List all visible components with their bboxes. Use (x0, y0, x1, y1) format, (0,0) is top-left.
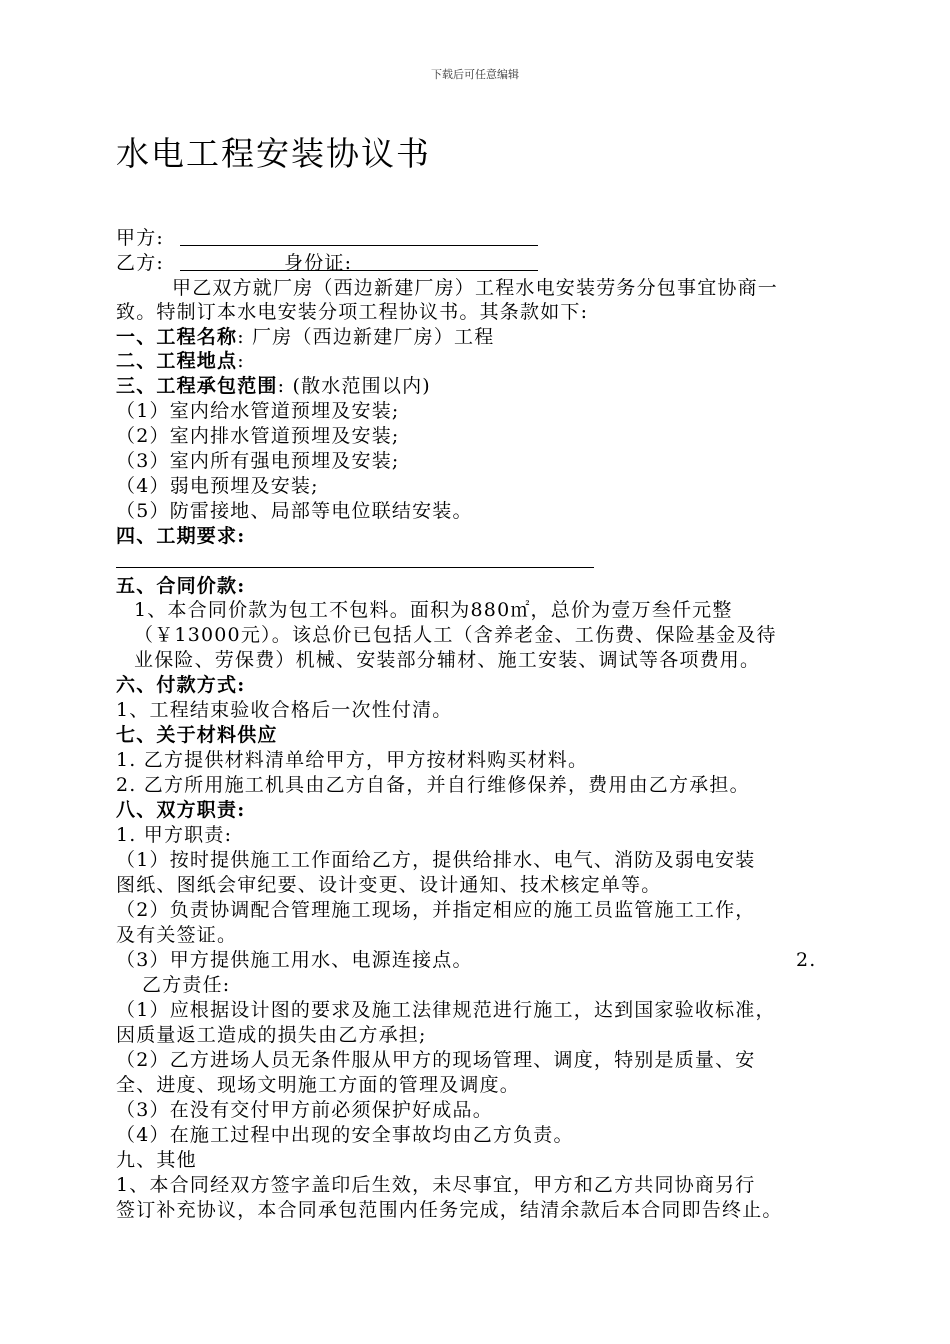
party-b-label: 乙方: (116, 252, 165, 274)
duty-line: 及有关签证。 (116, 924, 238, 946)
party-a-line (116, 226, 164, 250)
section-7-heading: 七、关于材料供应 (116, 724, 278, 746)
material-line-1: 1. 乙方提供材料清单给甲方，甲方按材料购买材料。 (116, 749, 589, 771)
scope-item: （1）室内给水管道预埋及安装; (116, 400, 400, 422)
section-1 (116, 325, 494, 349)
section-8-heading: 八、双方职责: (116, 799, 246, 821)
duty-line: （2）乙方进场人员无条件服从甲方的现场管理、调度，特别是质量、安 (116, 1049, 756, 1071)
price-line-3: 业保险、劳保费）机械、安装部分辅材、施工安装、调试等各项费用。 (134, 649, 761, 671)
price-line-1: 1、本合同价款为包工不包料。面积为880㎡，总价为壹万叁仟元整 (134, 599, 733, 621)
duty-line: 图纸、图纸会审纪要、设计变更、设计通知、技术核定单等。 (116, 874, 662, 896)
other-line-2: 签订补充协议，本合同承包范围内任务完成，结清余款后本合同即告终止。 (116, 1199, 783, 1221)
scope-item: （3）室内所有强电预埋及安装; (116, 450, 400, 472)
section-3-text: : (散水范围以内) (277, 375, 431, 397)
intro-line-2: 致。特制订本水电安装分项工程协议书。其条款如下: (116, 301, 589, 323)
party-b-line (116, 251, 164, 275)
scope-item: （2）室内排水管道预埋及安装; (116, 425, 400, 447)
party-b-blank (180, 270, 538, 271)
section-2-heading: 二、工程地点 (116, 350, 238, 372)
duty-line: （1）应根据设计图的要求及施工法律规范进行施工，达到国家验收标准， (116, 999, 776, 1021)
scope-item: （4）弱电预埋及安装; (116, 475, 319, 497)
duty-line: 乙方责任: (142, 974, 231, 996)
duty-line: （3）在没有交付甲方前必须保护好成品。 (116, 1099, 493, 1121)
other-line-1: 1、本合同经双方签字盖印后生效，未尽事宜，甲方和乙方共同协商另行 (116, 1174, 756, 1196)
id-label: 身份证: (284, 252, 353, 274)
duty-line: 因质量返工造成的损失由乙方承担; (116, 1024, 427, 1046)
page-header: 下载后可任意编辑 (431, 68, 519, 81)
material-line-2: 2. 乙方所用施工机具由乙方自备，并自行维修保养，费用由乙方承担。 (116, 774, 750, 796)
duty-line: 全、进度、现场文明施工方面的管理及调度。 (116, 1074, 521, 1096)
section-3-heading: 三、工程承包范围 (116, 375, 278, 397)
duty-number-2: 2. (796, 949, 817, 971)
section-1-text: : 厂房（西边新建厂房）工程 (237, 326, 495, 348)
document-title: 水电工程安装协议书 (116, 134, 431, 173)
section-9-heading: 九、其他 (116, 1149, 197, 1171)
section-4-heading: 四、工期要求: (116, 525, 246, 547)
section-2-text: : (237, 350, 245, 372)
party-a-blank (180, 245, 538, 246)
duty-line: （1）按时提供施工工作面给乙方，提供给排水、电气、消防及弱电安装 (116, 849, 756, 871)
price-line-2: （￥13000元）。该总价已包括人工（含养老金、工伤费、保险基金及待 (134, 624, 777, 646)
intro-line-1: 甲乙双方就厂房（西边新建厂房）工程水电安装劳务分包事宜协商一 (172, 277, 779, 299)
payment-line-1: 1、工程结束验收合格后一次性付清。 (116, 699, 453, 721)
section-6-heading: 六、付款方式: (116, 674, 246, 696)
scope-item: （5）防雷接地、局部等电位联结安装。 (116, 500, 473, 522)
section-5-heading: 五、合同价款: (116, 575, 246, 597)
duty-line: （3）甲方提供施工用水、电源连接点。 (116, 949, 473, 971)
duty-line: 1. 甲方职责: (116, 824, 233, 846)
duty-line: （2）负责协调配合管理施工现场，并指定相应的施工员监管施工工作， (116, 899, 756, 921)
schedule-blank (116, 567, 594, 568)
duty-line: （4）在施工过程中出现的安全事故均由乙方负责。 (116, 1124, 574, 1146)
section-1-heading: 一、工程名称 (116, 326, 238, 348)
section-2 (116, 349, 245, 373)
section-3 (116, 374, 431, 398)
party-a-label: 甲方: (116, 227, 165, 249)
